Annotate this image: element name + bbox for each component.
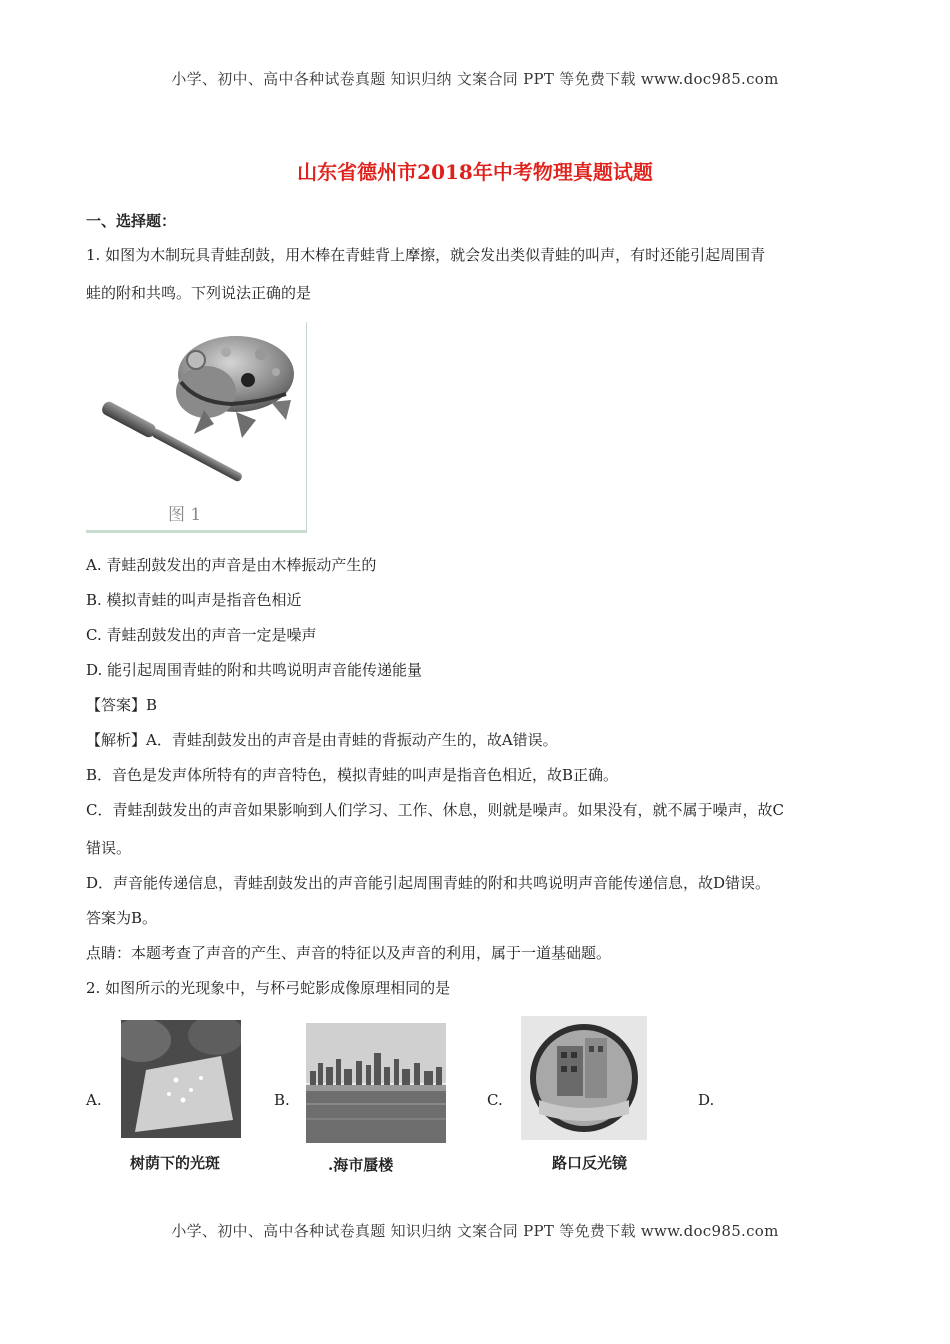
q1-answer-summary: 答案为B。 <box>86 909 158 927</box>
q2-option-a-label: A. <box>86 1091 102 1109</box>
section-heading: 一、选择题： <box>86 212 177 230</box>
q1-option-a: A. 青蛙刮鼓发出的声音是由木棒振动产生的 <box>86 556 377 574</box>
q1-comment: 点睛：本题考查了声音的产生、声音的特征以及声音的利用，属于一道基础题。 <box>86 944 612 962</box>
q1-analysis-line3: C．青蛙刮鼓发出的声音如果影响到人们学习、工作、休息，则就是噪声。如果没有，就不属于噪声，故C <box>86 801 784 819</box>
q2-option-c-label: C. <box>487 1091 503 1109</box>
frog-guiro-image <box>86 322 306 530</box>
q2-option-b-label: B. <box>274 1091 290 1109</box>
q1-analysis-line5: D．声音能传递信息，青蛙刮鼓发出的声音能引起周围青蛙的附和共鸣说明声音能传递信息，故D错误。 <box>86 874 771 892</box>
q1-analysis-line4: 错误。 <box>86 839 132 857</box>
mirage-image <box>306 1023 446 1143</box>
convex-mirror-image <box>521 1016 647 1140</box>
q2-stem: 2. 如图所示的光现象中，与杯弓蛇影成像原理相同的是 <box>86 979 451 997</box>
page-header: 小学、初中、高中各种试卷真题 知识归纳 文案合同 PPT 等免费下载 www.doc985.com <box>171 70 779 88</box>
q2-option-a-caption: 树荫下的光斑 <box>130 1154 221 1172</box>
q1-option-d: D. 能引起周围青蛙的附和共鸣说明声音能传递能量 <box>86 661 423 679</box>
q1-stem-line2: 蛙的附和共鸣。下列说法正确的是 <box>86 284 312 302</box>
q1-figure <box>86 322 307 533</box>
q2-option-d-label: D. <box>698 1091 715 1109</box>
document-title: 山东省德州市2018年中考物理真题试题 <box>297 160 653 184</box>
q2-option-c-caption: 路口反光镜 <box>552 1154 628 1172</box>
tree-shade-light-spots-image <box>121 1020 241 1138</box>
q1-stem-line1: 1. 如图为木制玩具青蛙刮鼓，用木棒在青蛙背上摩擦，就会发出类似青蛙的叫声，有时还能引起周围青 <box>86 246 766 264</box>
q1-analysis-line1: 【解析】A．青蛙刮鼓发出的声音是由青蛙的背振动产生的，故A错误。 <box>86 731 558 749</box>
q1-option-c: C. 青蛙刮鼓发出的声音一定是噪声 <box>86 626 317 644</box>
q1-figure-caption: 图 1 <box>168 505 202 525</box>
q1-analysis-line2: B．音色是发声体所特有的声音特色，模拟青蛙的叫声是指音色相近，故B正确。 <box>86 766 619 784</box>
page-footer: 小学、初中、高中各种试卷真题 知识归纳 文案合同 PPT 等免费下载 www.doc985.com <box>171 1222 779 1240</box>
q2-option-b-caption: .海市蜃楼 <box>328 1156 394 1174</box>
q1-answer: 【答案】B <box>86 696 158 714</box>
q1-option-b: B. 模拟青蛙的叫声是指音色相近 <box>86 591 302 609</box>
